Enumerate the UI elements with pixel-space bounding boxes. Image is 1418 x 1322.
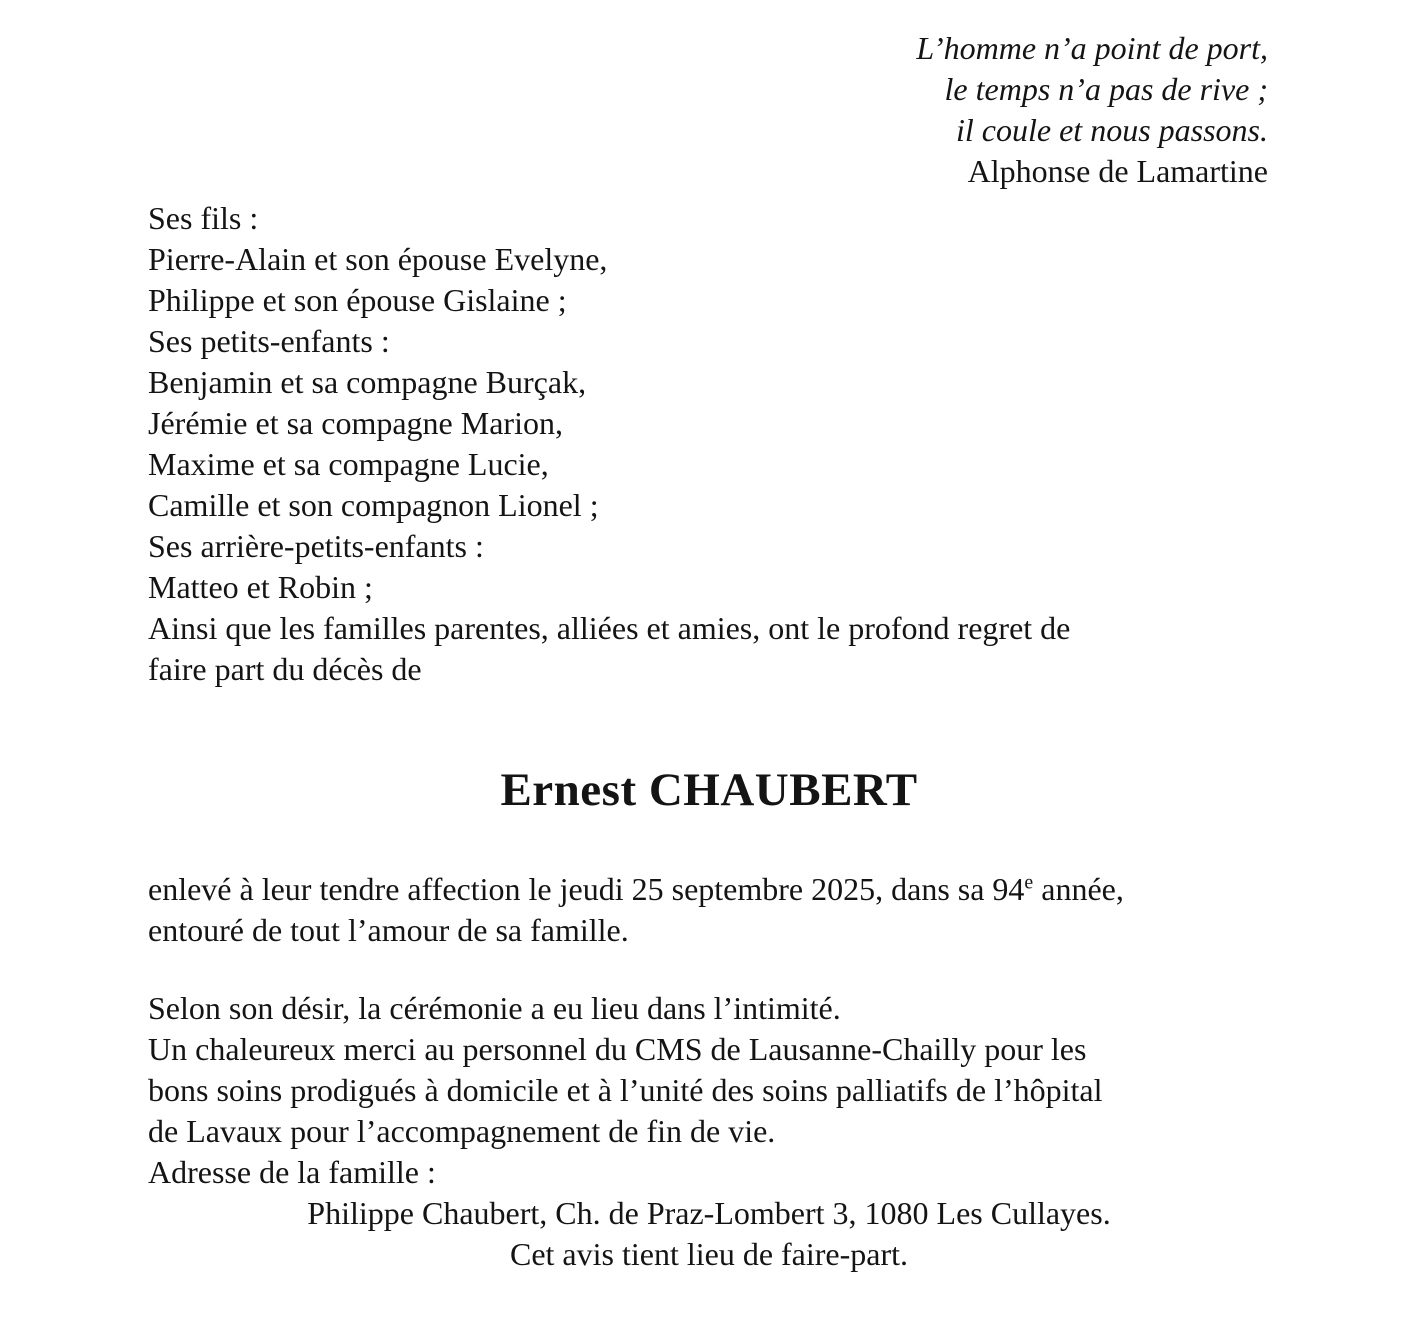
family-list <box>148 198 1270 690</box>
family-line: Benjamin et sa compagne Burçak, <box>148 364 587 400</box>
death-notice-line: entouré de tout l’amour de sa famille. <box>148 912 629 948</box>
family-line: Ainsi que les familles parentes, alliées et amies, ont le profond regret de <box>148 610 1071 646</box>
closing-paragraph <box>148 988 1270 1275</box>
family-line: Jérémie et sa compagne Marion, <box>148 405 563 441</box>
final-notice-line: Cet avis tient lieu de faire-part. <box>509 1236 909 1272</box>
family-line: Philippe et son épouse Gislaine ; <box>148 282 567 318</box>
death-notice-line <box>148 869 1270 910</box>
death-notice-paragraph <box>148 869 1270 951</box>
quote-attribution: Alphonse de Lamartine <box>967 153 1268 189</box>
closing-line: Adresse de la famille : <box>148 1154 436 1190</box>
epigraph-quote <box>0 0 1418 192</box>
notice-content <box>148 198 1270 1275</box>
closing-line: de Lavaux pour l’accompagnement de fin de vie. <box>148 1113 776 1149</box>
death-notice-text: enlevé à leur tendre affection le jeudi 25 septembre 2025, dans sa 94 <box>148 871 1025 907</box>
quote-line: il coule et nous passons. <box>956 112 1268 148</box>
family-line: Ses arrière-petits-enfants : <box>148 528 484 564</box>
family-address: Philippe Chaubert, Ch. de Praz-Lombert 3, 1080 Les Cullayes. <box>307 1195 1111 1231</box>
closing-line: bons soins prodigués à domicile et à l’unité des soins palliatifs de l’hôpital <box>148 1072 1103 1108</box>
family-line: Ses petits-enfants : <box>148 323 390 359</box>
quote-line: le temps n’a pas de rive ; <box>944 71 1268 107</box>
closing-line: Un chaleureux merci au personnel du CMS de Lausanne-Chailly pour les <box>148 1031 1087 1067</box>
family-line: Matteo et Robin ; <box>148 569 373 605</box>
death-notice-text: année, <box>1033 871 1124 907</box>
family-line: faire part du décès de <box>148 651 422 687</box>
family-line: Ses fils : <box>148 200 259 236</box>
ordinal-superscript: e <box>1024 871 1034 894</box>
deceased-name: Ernest CHAUBERT <box>500 764 918 816</box>
family-line: Maxime et sa compagne Lucie, <box>148 446 549 482</box>
quote-line: L’homme n’a point de port, <box>916 30 1268 66</box>
closing-line: Selon son désir, la cérémonie a eu lieu dans l’intimité. <box>148 990 841 1026</box>
family-line: Pierre-Alain et son épouse Evelyne, <box>148 241 608 277</box>
family-line: Camille et son compagnon Lionel ; <box>148 487 599 523</box>
